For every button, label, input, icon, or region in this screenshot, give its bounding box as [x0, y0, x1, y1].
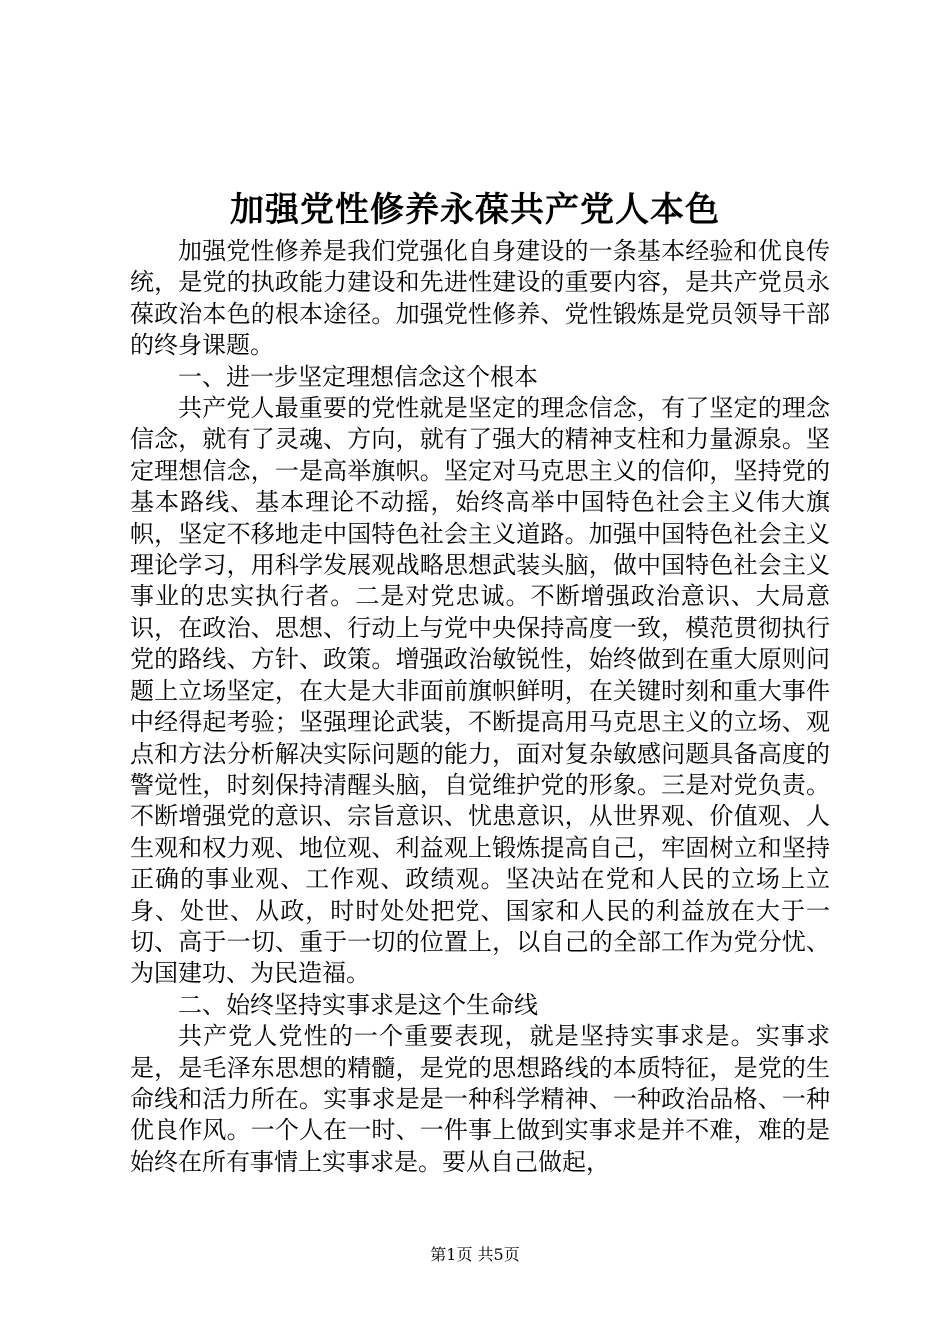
- paragraph-section-2: 共产党人党性的一个重要表现，就是坚持实事求是。实事求是，是毛泽东思想的精髓，是党的思想路线的本质特征，是党的生命线和活力所在。实事求是是一种科学精神、一种政治品格、一种优良作风。一个人在一时、一件事上做到实事求是并不难，难的是始终在所有事情上实事求是。要从自己做起，: [130, 1022, 830, 1176]
- paragraph-intro: 加强党性修养是我们党强化自身建设的一条基本经验和优良传统，是党的执政能力建设和先进性建设的重要内容，是共产党员永葆政治本色的根本途径。加强党性修养、党性锻炼是党员领导干部的终身课题。: [130, 237, 830, 360]
- paragraph-section-1: 共产党人最重要的党性就是坚定的理念信念，有了坚定的理念信念，就有了灵魂、方向，就有了强大的精神支柱和力量源泉。坚定理想信念，一是高举旗帜。坚定对马克思主义的信仰，坚持党的基本路线、基本理论不动摇，始终高举中国特色社会主义伟大旗帜，坚定不移地走中国特色社会主义道路。加强中国特色社会主义理论学习，用科学发展观战略思想武装头脑，做中国特色社会主义事业的忠实执行者。二是对党忠诚。不断增强政治意识、大局意识，在政治、思想、行动上与党中央保持高度一致，模范贯彻执行党的路线、方针、政策。增强政治敏锐性，始终做到在重大原则问题上立场坚定，在大是大非面前旗帜鲜明，在关键时刻和重大事件中经得起考验；坚强理论武装，不断提高用马克思主义的立场、观点和方法分析解决实际问题的能力，面对复杂敏感问题具备高度的警觉性，时刻保持清醒头脑，自觉维护党的形象。三是对党负责。不断增强党的意识、宗旨意识、忧患意识，从世界观、价值观、人生观和权力观、地位观、利益观上锻炼提高自己，牢固树立和坚持正确的事业观、工作观、政绩观。坚决站在党和人民的立场上立身、处世、从政，时时处处把党、国家和人民的利益放在大于一切、高于一切、重于一切的位置上，以自己的全部工作为党分忧、为国建功、为民造福。: [130, 394, 830, 988]
- document-body: [130, 236, 830, 1178]
- page-footer: 第1页 共5页: [430, 1245, 520, 1264]
- section-heading-2: 二、始终坚持实事求是这个生命线: [178, 990, 538, 1019]
- document-title: 加强党性修养永葆共产党人本色: [230, 190, 720, 230]
- section-heading-1: 一、进一步坚定理想信念这个根本: [178, 362, 538, 391]
